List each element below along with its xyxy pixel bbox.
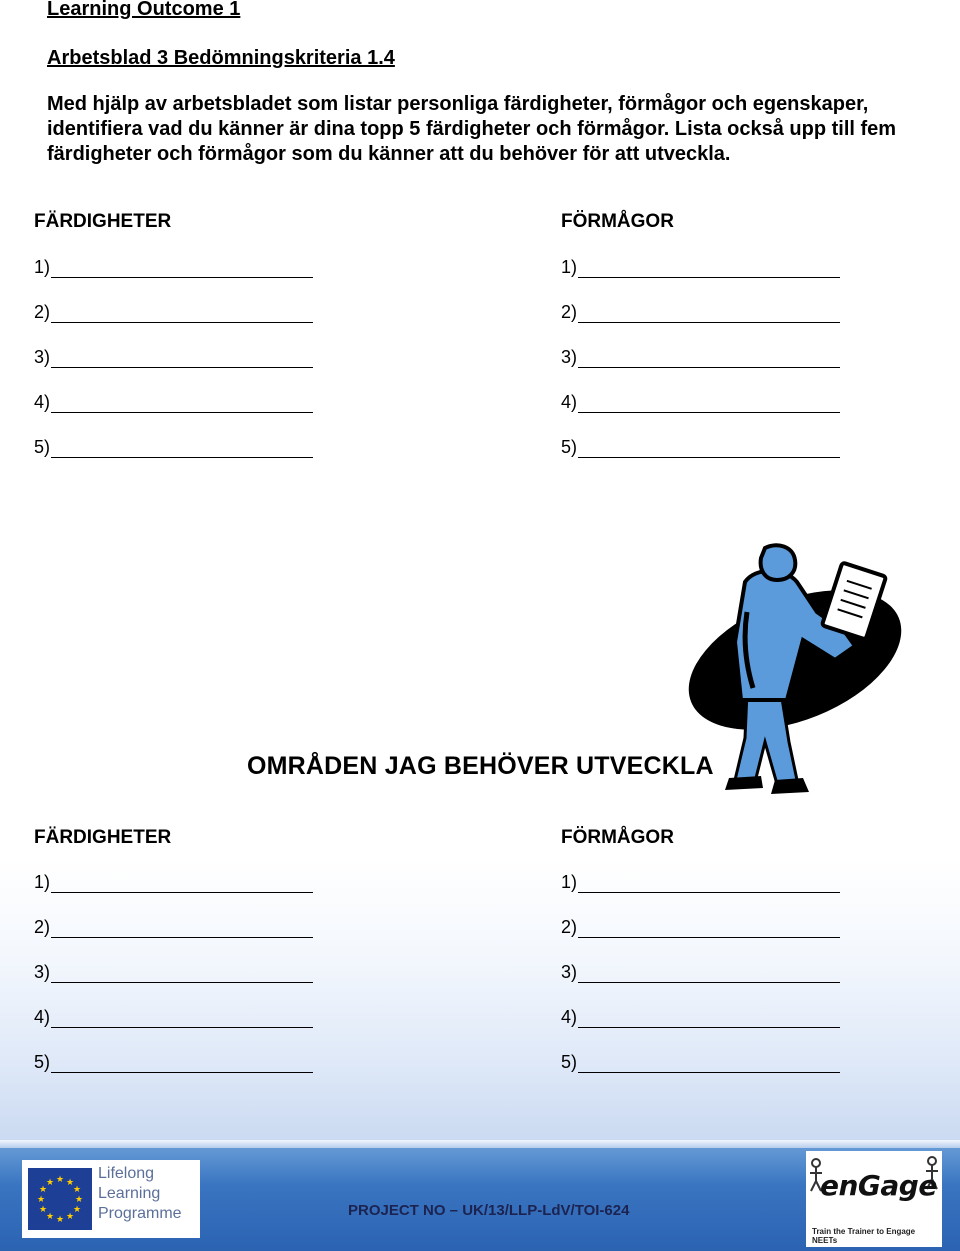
project-number: PROJECT NO – UK/13/LLP-LdV/TOI-624 [348, 1202, 630, 1219]
skills-line-1[interactable] [34, 257, 313, 281]
blank-line[interactable] [51, 962, 313, 983]
line-number: 2) [34, 302, 51, 322]
figure-shoes [725, 776, 809, 794]
line-number: 2) [34, 917, 51, 937]
blank-line[interactable] [578, 347, 840, 368]
development-areas-title: OMRÅDEN JAG BEHÖVER UTVECKLA [247, 752, 714, 780]
worksheet-heading: Arbetsblad 3 Bedömningskriteria 1.4 [47, 47, 395, 69]
svg-text:★: ★ [45, 1178, 55, 1188]
line-number: 1) [34, 872, 51, 892]
line-number: 5) [34, 437, 51, 457]
svg-text:★: ★ [65, 1212, 75, 1222]
blank-line[interactable] [51, 1052, 313, 1073]
instructions-paragraph: Med hjälp av arbetsbladet som listar personliga färdigheter, förmågor och egenskaper, identifiera vad du känner är dina topp 5 färdigheter och förmågor. Lista också upp till fem färdigheter och förmågor som du känner att du behöver för att utveckla. [47, 93, 897, 165]
svg-text:★: ★ [36, 1195, 46, 1205]
engage-logo-text: enGage [820, 1169, 937, 1202]
svg-text:★: ★ [74, 1195, 84, 1205]
skills-line-3[interactable] [34, 347, 313, 371]
line-number: 5) [34, 1052, 51, 1072]
dev-skills-line-2[interactable] [34, 917, 313, 941]
blank-line[interactable] [51, 1007, 313, 1028]
footer-highlight-stripe [0, 1140, 960, 1148]
svg-text:★: ★ [72, 1185, 82, 1195]
line-number: 4) [561, 392, 578, 412]
svg-text:★: ★ [38, 1185, 48, 1195]
svg-text:★: ★ [55, 1215, 65, 1225]
dev-abilities-line-5[interactable] [561, 1052, 840, 1076]
blank-line[interactable] [51, 917, 313, 938]
figure-head [761, 545, 796, 580]
svg-text:★: ★ [38, 1205, 48, 1215]
blank-line[interactable] [51, 437, 313, 458]
dev-abilities-line-3[interactable] [561, 962, 840, 986]
line-number: 3) [561, 347, 578, 367]
engage-logo-box [806, 1151, 942, 1247]
abilities-line-2[interactable] [561, 302, 840, 326]
blank-line[interactable] [578, 962, 840, 983]
abilities-line-5[interactable] [561, 437, 840, 461]
eu-stars-icon [28, 1168, 92, 1230]
line-number: 4) [561, 1007, 578, 1027]
dev-abilities-line-2[interactable] [561, 917, 840, 941]
line-number: 3) [34, 962, 51, 982]
line-number: 3) [561, 962, 578, 982]
line-number: 4) [34, 392, 51, 412]
line-number: 2) [561, 302, 578, 322]
blank-line[interactable] [51, 872, 313, 893]
dev-skills-line-4[interactable] [34, 1007, 313, 1031]
eu-flag-icon [28, 1168, 92, 1230]
blank-line[interactable] [51, 347, 313, 368]
abilities-column-heading: FÖRMÅGOR [561, 211, 674, 232]
blank-line[interactable] [51, 392, 313, 413]
line-number: 5) [561, 1052, 578, 1072]
line-number: 3) [34, 347, 51, 367]
abilities-line-4[interactable] [561, 392, 840, 416]
skills-line-2[interactable] [34, 302, 313, 326]
svg-text:★: ★ [72, 1205, 82, 1215]
dev-skills-line-1[interactable] [34, 872, 313, 896]
blank-line[interactable] [578, 392, 840, 413]
learning-outcome-heading: Learning Outcome 1 [47, 0, 241, 20]
blank-line[interactable] [578, 302, 840, 323]
line-number: 1) [561, 872, 578, 892]
dev-skills-line-3[interactable] [34, 962, 313, 986]
blank-line[interactable] [578, 1007, 840, 1028]
abilities-column-heading-2: FÖRMÅGOR [561, 827, 674, 848]
engage-tagline: Train the Trainer to Engage NEETs [812, 1227, 916, 1245]
line-number: 4) [34, 1007, 51, 1027]
svg-text:★: ★ [55, 1175, 65, 1185]
blank-line[interactable] [51, 302, 313, 323]
dev-skills-line-5[interactable] [34, 1052, 313, 1076]
blank-line[interactable] [578, 917, 840, 938]
blank-line[interactable] [578, 1052, 840, 1073]
dev-abilities-line-4[interactable] [561, 1007, 840, 1031]
blank-line[interactable] [51, 257, 313, 278]
llp-text: Lifelong Learning Programme [98, 1165, 182, 1222]
footer-banner [0, 1140, 960, 1251]
skills-line-4[interactable] [34, 392, 313, 416]
skills-line-5[interactable] [34, 437, 313, 461]
lifelong-learning-logo [22, 1160, 200, 1238]
blank-line[interactable] [578, 437, 840, 458]
abilities-line-1[interactable] [561, 257, 840, 281]
abilities-line-3[interactable] [561, 347, 840, 371]
svg-text:★: ★ [65, 1178, 75, 1188]
skills-column-heading-2: FÄRDIGHETER [34, 827, 172, 848]
svg-text:★: ★ [45, 1212, 55, 1222]
line-number: 1) [34, 257, 51, 277]
page-background-gradient [0, 860, 960, 1145]
skills-column-heading: FÄRDIGHETER [34, 211, 172, 232]
line-number: 1) [561, 257, 578, 277]
line-number: 5) [561, 437, 578, 457]
line-number: 2) [561, 917, 578, 937]
dev-abilities-line-1[interactable] [561, 872, 840, 896]
man-with-clipboard-illustration [685, 542, 905, 800]
blank-line[interactable] [578, 257, 840, 278]
blank-line[interactable] [578, 872, 840, 893]
